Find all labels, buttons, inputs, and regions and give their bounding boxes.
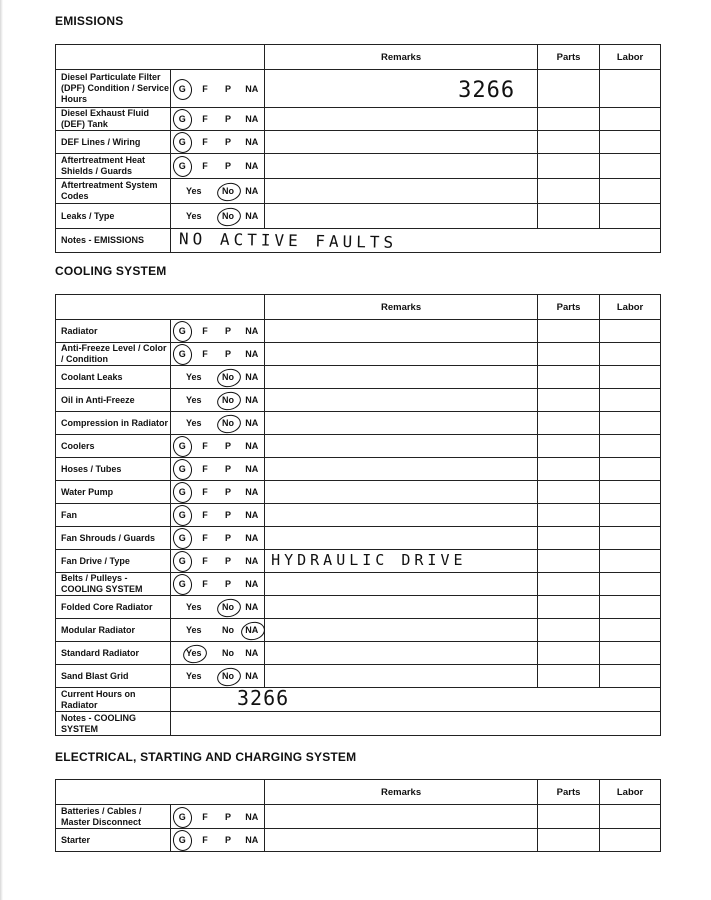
row-label: Current Hours on Radiator (56, 688, 171, 712)
parts-cell[interactable] (538, 343, 600, 366)
parts-cell[interactable] (538, 642, 600, 665)
remarks-cell[interactable] (265, 320, 538, 343)
option-f[interactable]: F (202, 349, 208, 359)
option-na[interactable]: NA (245, 186, 259, 196)
option-yes[interactable]: Yes (185, 602, 202, 612)
remarks-cell[interactable] (265, 642, 538, 665)
option-f[interactable]: F (202, 137, 208, 147)
header-row (56, 45, 661, 70)
row-label: Aftertreatment System Codes (56, 179, 171, 204)
option-no[interactable]: No (222, 671, 234, 681)
labor-cell[interactable] (600, 320, 661, 343)
row-label: Fan Shrouds / Guards (56, 527, 171, 550)
option-yes[interactable]: Yes (185, 186, 202, 196)
header-labor: Labor (600, 295, 661, 320)
inspection-row-belts-pulleys-cooling-system (56, 573, 661, 596)
labor-cell[interactable] (600, 596, 661, 619)
remarks-cell[interactable] (265, 504, 538, 527)
option-na[interactable]: NA (245, 533, 259, 543)
inspection-row-aftertreatment-heat-shields-guards (56, 154, 661, 179)
labor-cell[interactable] (600, 665, 661, 688)
inspection-row-batteries-cables-master-disconnect (56, 805, 661, 829)
section-title-electrical: ELECTRICAL, STARTING AND CHARGING SYSTEM (55, 750, 357, 764)
option-g[interactable]: G (178, 835, 186, 845)
parts-cell[interactable] (538, 619, 600, 642)
labor-cell[interactable] (600, 435, 661, 458)
emissions-table (55, 44, 661, 253)
parts-cell[interactable] (538, 481, 600, 504)
labor-cell[interactable] (600, 481, 661, 504)
inspection-row-coolers (56, 435, 661, 458)
header-labor: Labor (600, 45, 661, 70)
inspection-row-diesel-particulate-filter-dpf-condition-service-hours (56, 70, 661, 108)
option-yes[interactable]: Yes (185, 671, 202, 681)
remarks-cell[interactable] (265, 108, 538, 131)
row-label: Belts / Pulleys - COOLING SYSTEM (56, 573, 171, 596)
option-yes[interactable]: Yes (185, 648, 202, 658)
parts-cell[interactable] (538, 320, 600, 343)
option-g[interactable]: G (178, 579, 186, 589)
labor-cell[interactable] (600, 204, 661, 229)
labor-cell[interactable] (600, 412, 661, 435)
remarks-cell[interactable] (265, 154, 538, 179)
remarks-cell[interactable] (265, 343, 538, 366)
parts-cell[interactable] (538, 154, 600, 179)
notes-emissions-value[interactable] (171, 229, 661, 253)
remarks-cell[interactable] (265, 550, 538, 573)
option-p[interactable]: P (224, 161, 231, 171)
row-label: Notes - COOLING SYSTEM (56, 712, 171, 736)
remarks-cell[interactable] (265, 131, 538, 154)
parts-cell[interactable] (538, 131, 600, 154)
option-na[interactable]: NA (245, 556, 259, 566)
parts-cell[interactable] (538, 665, 600, 688)
option-yes[interactable]: Yes (185, 625, 202, 635)
header-remarks: Remarks (265, 295, 538, 320)
parts-cell[interactable] (538, 204, 600, 229)
parts-cell[interactable] (538, 573, 600, 596)
electrical-table (55, 779, 661, 852)
inspection-row-compression-in-radiator (56, 412, 661, 435)
notes-emissions (56, 229, 661, 253)
inspection-row-def-lines-wiring (56, 131, 661, 154)
option-g[interactable]: G (178, 811, 186, 822)
option-na[interactable]: NA (245, 326, 259, 336)
option-p[interactable]: P (224, 83, 231, 94)
labor-cell[interactable] (600, 504, 661, 527)
option-p[interactable]: P (224, 510, 231, 520)
header-remarks: Remarks (265, 45, 538, 70)
option-f[interactable]: F (202, 487, 208, 497)
header-row (56, 780, 661, 805)
handwritten-remark: HYDRAULIC DRIVE (271, 551, 467, 569)
labor-cell[interactable] (600, 573, 661, 596)
inspection-row-folded-core-radiator (56, 596, 661, 619)
option-no[interactable]: No (222, 602, 234, 612)
option-f[interactable]: F (202, 811, 208, 822)
row-label: Diesel Exhaust Fluid (DEF) Tank (56, 108, 171, 131)
option-g[interactable]: G (178, 349, 186, 359)
row-label: DEF Lines / Wiring (56, 131, 171, 154)
remarks-cell[interactable] (265, 204, 538, 229)
option-p[interactable]: P (224, 533, 231, 543)
option-g[interactable]: G (178, 83, 186, 94)
remarks-cell[interactable] (265, 619, 538, 642)
remarks-cell[interactable] (265, 458, 538, 481)
header-parts: Parts (538, 295, 600, 320)
header-remarks: Remarks (265, 780, 538, 805)
notes-cooling (56, 712, 661, 736)
option-g[interactable]: G (178, 137, 186, 147)
header-parts: Parts (538, 45, 600, 70)
remarks-cell[interactable] (265, 389, 538, 412)
option-f[interactable]: F (202, 441, 208, 451)
option-p[interactable]: P (224, 326, 231, 336)
option-f[interactable]: F (202, 464, 208, 474)
option-p[interactable]: P (224, 811, 231, 822)
option-na[interactable]: NA (245, 114, 259, 124)
option-p[interactable]: P (224, 556, 231, 566)
row-label: Coolers (56, 435, 171, 458)
parts-cell[interactable] (538, 527, 600, 550)
option-f[interactable]: F (202, 510, 208, 520)
parts-cell[interactable] (538, 458, 600, 481)
option-f[interactable]: F (202, 556, 208, 566)
option-p[interactable]: P (224, 835, 231, 845)
option-no[interactable]: No (222, 211, 234, 221)
option-na[interactable]: NA (245, 648, 259, 658)
option-na[interactable]: NA (245, 671, 259, 681)
inspection-row-radiator (56, 320, 661, 343)
remarks-cell[interactable] (265, 179, 538, 204)
parts-cell[interactable] (538, 412, 600, 435)
option-yes[interactable]: Yes (185, 211, 202, 221)
handwritten-value: 3266 (237, 686, 290, 710)
labor-cell[interactable] (600, 154, 661, 179)
row-label: Compression in Radiator (56, 412, 171, 435)
option-p[interactable]: P (224, 441, 231, 451)
remarks-cell[interactable] (265, 70, 538, 108)
option-f[interactable]: F (202, 114, 208, 124)
remarks-cell[interactable] (265, 573, 538, 596)
option-no[interactable]: No (222, 372, 234, 382)
option-p[interactable]: P (224, 114, 231, 124)
option-no[interactable]: No (222, 186, 234, 196)
row-label: Standard Radiator (56, 642, 171, 665)
row-label: Oil in Anti-Freeze (56, 389, 171, 412)
option-p[interactable]: P (224, 349, 231, 359)
option-na[interactable]: NA (245, 418, 259, 428)
option-g[interactable]: G (178, 464, 186, 474)
option-f[interactable]: F (202, 835, 208, 845)
inspection-row-oil-in-anti-freeze (56, 389, 661, 412)
current-hours-value[interactable] (171, 688, 661, 712)
option-na[interactable]: NA (245, 835, 259, 845)
option-na[interactable]: NA (245, 579, 259, 589)
inspection-row-fan-drive-type (56, 550, 661, 573)
inspection-row-fan-shrouds-guards (56, 527, 661, 550)
row-label: Modular Radiator (56, 619, 171, 642)
labor-cell[interactable] (600, 619, 661, 642)
labor-cell[interactable] (600, 805, 661, 829)
labor-cell[interactable] (600, 70, 661, 108)
option-na[interactable]: NA (245, 372, 259, 382)
option-yes[interactable]: Yes (185, 372, 202, 382)
cooling-table (55, 294, 661, 736)
labor-cell[interactable] (600, 550, 661, 573)
option-g[interactable]: G (178, 487, 186, 497)
option-no[interactable]: No (222, 418, 234, 428)
inspection-row-water-pump (56, 481, 661, 504)
option-f[interactable]: F (202, 533, 208, 543)
option-p[interactable]: P (224, 464, 231, 474)
option-na[interactable]: NA (245, 349, 259, 359)
row-label: Coolant Leaks (56, 366, 171, 389)
header-blank (56, 45, 265, 70)
parts-cell[interactable] (538, 366, 600, 389)
inspection-row-standard-radiator (56, 642, 661, 665)
row-label: Batteries / Cables / Master Disconnect (56, 805, 171, 829)
inspection-row-modular-radiator (56, 619, 661, 642)
option-na[interactable]: NA (245, 464, 259, 474)
option-na[interactable]: NA (245, 161, 259, 171)
option-na[interactable]: NA (245, 625, 259, 635)
option-na[interactable]: NA (245, 395, 259, 405)
row-label: Sand Blast Grid (56, 665, 171, 688)
row-label: Radiator (56, 320, 171, 343)
inspection-row-aftertreatment-system-codes (56, 179, 661, 204)
header-blank (56, 295, 265, 320)
row-label: Leaks / Type (56, 204, 171, 229)
option-na[interactable]: NA (245, 811, 259, 822)
option-g[interactable]: G (178, 161, 186, 171)
row-label: Notes - EMISSIONS (56, 229, 171, 253)
option-f[interactable]: F (202, 161, 208, 171)
option-na[interactable]: NA (245, 211, 259, 221)
inspection-row-anti-freeze-level-color-condition (56, 343, 661, 366)
parts-cell[interactable] (538, 504, 600, 527)
notes-cooling-value[interactable] (171, 712, 661, 736)
option-yes[interactable]: Yes (185, 395, 202, 405)
labor-cell[interactable] (600, 366, 661, 389)
parts-cell[interactable] (538, 108, 600, 131)
labor-cell[interactable] (600, 527, 661, 550)
option-p[interactable]: P (224, 137, 231, 147)
option-na[interactable]: NA (245, 510, 259, 520)
header-parts: Parts (538, 780, 600, 805)
inspection-row-diesel-exhaust-fluid-def-tank (56, 108, 661, 131)
inspection-row-starter (56, 829, 661, 852)
inspection-row-leaks-type (56, 204, 661, 229)
labor-cell[interactable] (600, 458, 661, 481)
parts-cell[interactable] (538, 179, 600, 204)
row-label: Folded Core Radiator (56, 596, 171, 619)
option-na[interactable]: NA (245, 487, 259, 497)
labor-cell[interactable] (600, 829, 661, 852)
option-g[interactable]: G (178, 114, 186, 124)
remarks-cell[interactable] (265, 435, 538, 458)
labor-cell[interactable] (600, 108, 661, 131)
option-f[interactable]: F (202, 83, 208, 94)
option-p[interactable]: P (224, 487, 231, 497)
option-na[interactable]: NA (245, 441, 259, 451)
option-p[interactable]: P (224, 579, 231, 589)
labor-cell[interactable] (600, 642, 661, 665)
parts-cell[interactable] (538, 70, 600, 108)
labor-cell[interactable] (600, 179, 661, 204)
row-label: Fan Drive / Type (56, 550, 171, 573)
parts-cell[interactable] (538, 435, 600, 458)
remarks-cell[interactable] (265, 366, 538, 389)
option-g[interactable]: G (178, 326, 186, 336)
parts-cell[interactable] (538, 596, 600, 619)
row-label: Diesel Particulate Filter (DPF) Condition / Service Hours (56, 70, 171, 108)
labor-cell[interactable] (600, 343, 661, 366)
remarks-cell[interactable] (265, 481, 538, 504)
row-label: Anti-Freeze Level / Color / Condition (56, 343, 171, 366)
inspection-row-hoses-tubes (56, 458, 661, 481)
row-label: Water Pump (56, 481, 171, 504)
scan-edge (0, 0, 3, 900)
option-g[interactable]: G (178, 556, 186, 566)
inspection-row-coolant-leaks (56, 366, 661, 389)
parts-cell[interactable] (538, 829, 600, 852)
inspection-row-fan (56, 504, 661, 527)
header-labor: Labor (600, 780, 661, 805)
option-f[interactable]: F (202, 579, 208, 589)
labor-cell[interactable] (600, 131, 661, 154)
remarks-cell[interactable] (265, 665, 538, 688)
handwritten-value: NO ACTIVE FAULTS (178, 229, 398, 252)
inspection-row-sand-blast-grid (56, 665, 661, 688)
section-title-cooling: COOLING SYSTEM (55, 264, 167, 278)
option-yes[interactable]: Yes (185, 418, 202, 428)
row-label: Starter (56, 829, 171, 852)
parts-cell[interactable] (538, 805, 600, 829)
option-na[interactable]: NA (245, 602, 259, 612)
section-title-emissions: EMISSIONS (55, 14, 124, 28)
remarks-cell[interactable] (265, 596, 538, 619)
labor-cell[interactable] (600, 389, 661, 412)
parts-cell[interactable] (538, 550, 600, 573)
option-f[interactable]: F (202, 326, 208, 336)
header-row (56, 295, 661, 320)
option-no[interactable]: No (222, 648, 234, 658)
remarks-cell[interactable] (265, 829, 538, 852)
parts-cell[interactable] (538, 389, 600, 412)
option-na[interactable]: NA (245, 83, 259, 94)
remarks-cell[interactable] (265, 412, 538, 435)
option-g[interactable]: G (178, 510, 186, 520)
option-no[interactable]: No (222, 625, 234, 635)
row-label: Aftertreatment Heat Shields / Guards (56, 154, 171, 179)
option-no[interactable]: No (222, 395, 234, 405)
option-g[interactable]: G (178, 533, 186, 543)
header-blank (56, 780, 265, 805)
remarks-cell[interactable] (265, 527, 538, 550)
option-g[interactable]: G (178, 441, 186, 451)
option-na[interactable]: NA (245, 137, 259, 147)
row-label: Hoses / Tubes (56, 458, 171, 481)
row-label: Fan (56, 504, 171, 527)
handwritten-remark: 3266 (458, 78, 516, 103)
remarks-cell[interactable] (265, 805, 538, 829)
current-hours (56, 688, 661, 712)
